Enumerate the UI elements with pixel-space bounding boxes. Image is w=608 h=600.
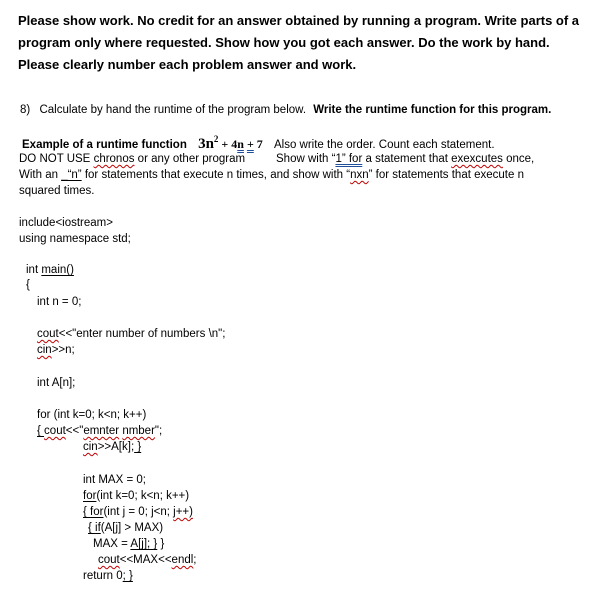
code-for-loop-3: { for(int j = 0; j<n; j++) <box>83 506 193 518</box>
code-include: include<iostream> <box>19 217 113 229</box>
problem-statement <box>20 104 551 116</box>
example-runtime-function: $3n^2 + 4n + 7$ <box>198 134 263 152</box>
code-cout-prompt-2: { cout<<"emnter nmber"; <box>37 425 163 437</box>
code-max-init: int MAX = 0; <box>83 474 146 486</box>
code-for-loop-2: for(int k=0; k<n; k++) <box>83 490 190 502</box>
code-for-loop-1: for (int k=0; k<n; k++) <box>37 409 147 421</box>
code-cin-array: cin>>A[k]; } <box>83 441 142 453</box>
example-line-2: DO NOT USE chronos or any other program <box>19 153 246 165</box>
instructions-line-2: program only where requested. Show how you got each answer. Do the work by hand. <box>18 35 550 50</box>
example-label: Example of a runtime function <box>22 139 187 151</box>
code-cout-max: cout<<MAX<<endl; <box>98 554 197 566</box>
problem-text: Calculate by hand the runtime of the program below. <box>39 104 307 116</box>
code-brace-open: { <box>26 279 30 291</box>
example-line-3: With an _“n” for statements that execute n times, and show with “nxn” for statements that execute n <box>19 169 524 181</box>
code-int-n: int n = 0; <box>37 296 82 308</box>
code-int-array: int A[n]; <box>37 377 76 389</box>
code-if-statement: { if(A[j] > MAX) <box>88 522 164 534</box>
code-cin-n: cin>>n; <box>37 344 75 356</box>
instructions-line-3: Please clearly number each problem answer and work. <box>18 57 357 72</box>
instructions-line-1: Please show work. No credit for an answer obtained by running a program. Write parts of a <box>18 13 580 28</box>
code-namespace: using namespace std; <box>19 233 131 245</box>
code-max-assign: MAX = A[j]; } } <box>93 538 165 550</box>
problem-number: 8) <box>20 104 31 116</box>
problem-bold-text: Write the runtime function for this program. <box>313 104 552 116</box>
code-cout-prompt: cout<<"enter number of numbers \n"; <box>37 328 226 340</box>
example-order-note: Also write the order. Count each statement. <box>273 139 495 151</box>
example-line-2b: Show with “1” for a statement that exexcutes once, <box>276 153 535 165</box>
code-return: return 0; } <box>83 570 133 582</box>
code-main: int main() <box>26 264 74 276</box>
example-line-4: squared times. <box>19 185 95 197</box>
example-line <box>22 134 495 153</box>
